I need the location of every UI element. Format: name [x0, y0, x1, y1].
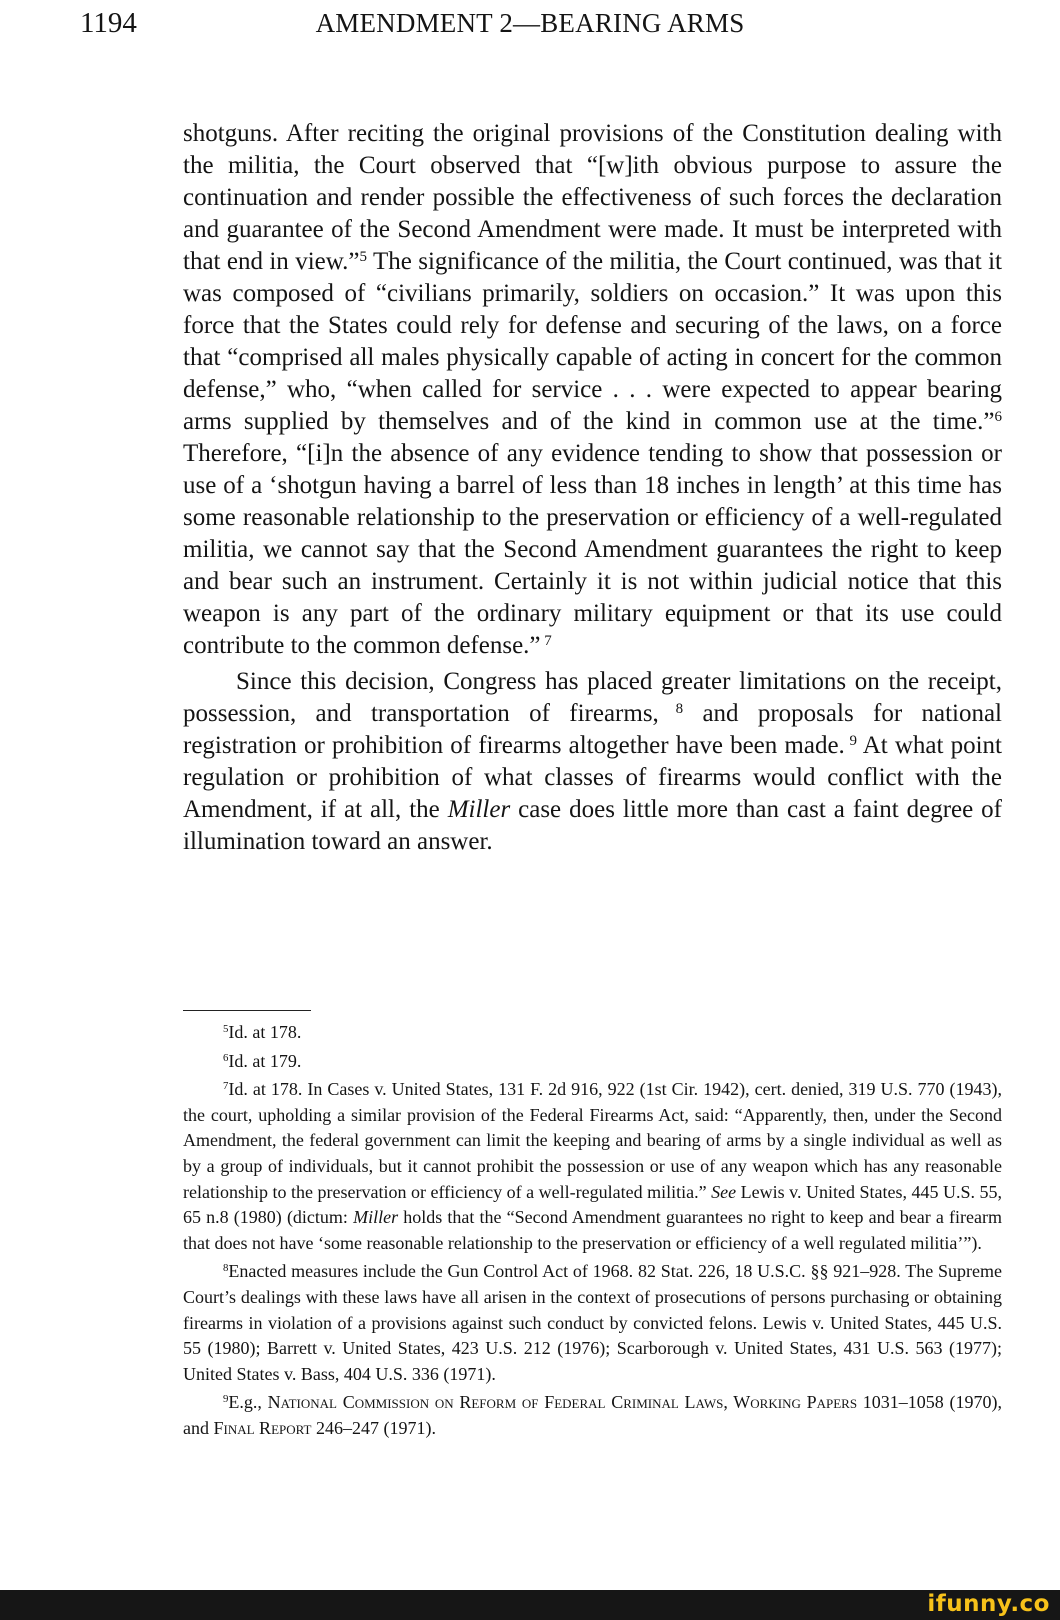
paragraph-2-part-b: and proposals for national registration or prohibition of firearms altogether have been made. [183, 700, 1002, 759]
footnote-7-part-a: Id. at 178. In Cases v. United States, 131 F. 2d 916, 922 (1st Cir. 1942), cert. denied, 319 U.S. 770 (1943), the court, upholding a similar provision of the Federal Firearms Act, said: “Apparently, then, under the Second Amendment, the federal government can limit the keeping and bearing of arms by a single individual as well as by a group of individuals, but it cannot prohibit the possession or use of any weapon which has any reasonable relationship to the preservation or efficiency of a well-regulated militia.” [183, 1079, 1002, 1202]
footnote-8 [183, 1259, 1002, 1387]
footnote-6-text: Id. at 179. [228, 1050, 302, 1071]
footnote-divider [183, 1010, 311, 1011]
footnote-7-miller: Miller [353, 1207, 399, 1228]
footnote-9-final-report: Final Report [213, 1417, 312, 1438]
footnote-7-see: See [711, 1181, 737, 1202]
footnote-9-working-papers: National Commission on Reform of Federal Criminal Laws, Working Papers [267, 1392, 858, 1413]
footnote-9-part-c: 246–247 (1971). [311, 1417, 436, 1438]
paragraph-2-part-c: At what point regulation or prohibition of what classes of firearms would conflict with the Amendment, if at all, the [183, 732, 1002, 823]
footnote-5-text: Id. at 178. [228, 1022, 302, 1042]
paragraph-2-part-d: case does little more than cast a faint degree of illumination toward an answer. [183, 796, 1002, 855]
footnote-9-part-a: E.g., [228, 1392, 268, 1413]
footnote-ref-6: 6 [994, 408, 1002, 425]
footnote-ref-9: 9 [844, 732, 857, 749]
paragraph-1-part-c: Therefore, “[i]n the absence of any evidence tending to show that possession or use of a ‘shotgun having a barrel of less than 18 inches in length’ at this time has some reasonable relationship to the preservation or efficiency of a well-regulated militia, we cannot say that the Second Amendment guarantees the right to keep and bear such an instrument. Certainly it is not within judicial notice that this weapon is any part of the ordinary military equipment or that its use could contribute to the common defense.” [183, 440, 1002, 659]
footnote-6-number: 6 [223, 1051, 229, 1064]
footnote-ref-7: 7 [540, 632, 552, 649]
paragraph-2 [183, 666, 1002, 858]
footnote-7-part-b: Lewis v. United States, 445 U.S. 55, 65 n.8 (1980) (dictum: [183, 1181, 1003, 1228]
footnote-7 [183, 1077, 1002, 1256]
ifunny-watermark: ifunny.co [927, 1591, 1050, 1617]
main-text [183, 118, 1002, 858]
footnote-9-number: 9 [223, 1393, 229, 1406]
footnote-ref-5: 5 [359, 248, 368, 265]
footnote-5-number: 5 [223, 1023, 229, 1036]
footnote-9-part-b: 1031–1058 (1970), and [183, 1392, 1002, 1438]
paragraph-1-part-b: The significance of the militia, the Court continued, was that it was composed of “civilians primarily, soldiers on occasion.” It was upon this force that the States could rely for defense and securing of the laws, on a force that “comprised all males physically capable of acting in concert for the common defense,” who, “when called for service . . . were expected to appear bearing arms supplied by themselves and of the kind in common use at the time.” [183, 248, 1002, 435]
footnote-ref-8: 8 [658, 700, 684, 717]
page-number: 1194 [80, 7, 137, 39]
footnote-7-part-c: holds that the “Second Amendment guarantees no right to keep and bear a firearm that does not have ‘some reasonable relationship to the preservation or efficiency of a well regulated militia’”). [183, 1207, 1002, 1253]
footnotes [183, 1020, 1002, 1442]
footnote-7-number: 7 [223, 1080, 229, 1093]
footnote-8-text: Enacted measures include the Gun Control Act of 1968. 82 Stat. 226, 18 U.S.C. §§ 921–928. The Supreme Court’s dealings with these laws have all arisen in the context of prosecutions of persons purchasing or obtaining firearms in violation of a provisions against such conduct by convicted felons. Lewis v. United States, 445 U.S. 55 (1980); Barrett v. United States, 423 U.S. 212 (1976); Scarborough v. United States, 431 U.S. 563 (1977); United States v. Bass, 404 U.S. 336 (1971). [183, 1261, 1002, 1384]
footnote-8-number: 8 [223, 1262, 229, 1275]
footnote-6 [183, 1049, 1002, 1075]
paragraph-1-part-a: shotguns. After reciting the original provisions of the Constitution dealing with the militia, the Court observed that “[w]ith obvious purpose to assure the continuation and render possible the effectiveness of such forces the declaration and guarantee of the Second Amendment were made. It must be interpreted with that end in view.” [183, 120, 1002, 275]
paragraph-2-part-a: Since this decision, Congress has placed greater limitations on the receipt, possession, and transportation of firearms, [183, 668, 1002, 727]
running-title: AMENDMENT 2—BEARING ARMS [315, 8, 745, 38]
watermark-bar [0, 1590, 1060, 1620]
footnote-9 [183, 1390, 1002, 1441]
paragraph-1 [183, 118, 1002, 662]
page-header [0, 6, 1060, 40]
case-name-miller: Miller [447, 796, 511, 823]
footnote-5 [183, 1020, 1002, 1046]
